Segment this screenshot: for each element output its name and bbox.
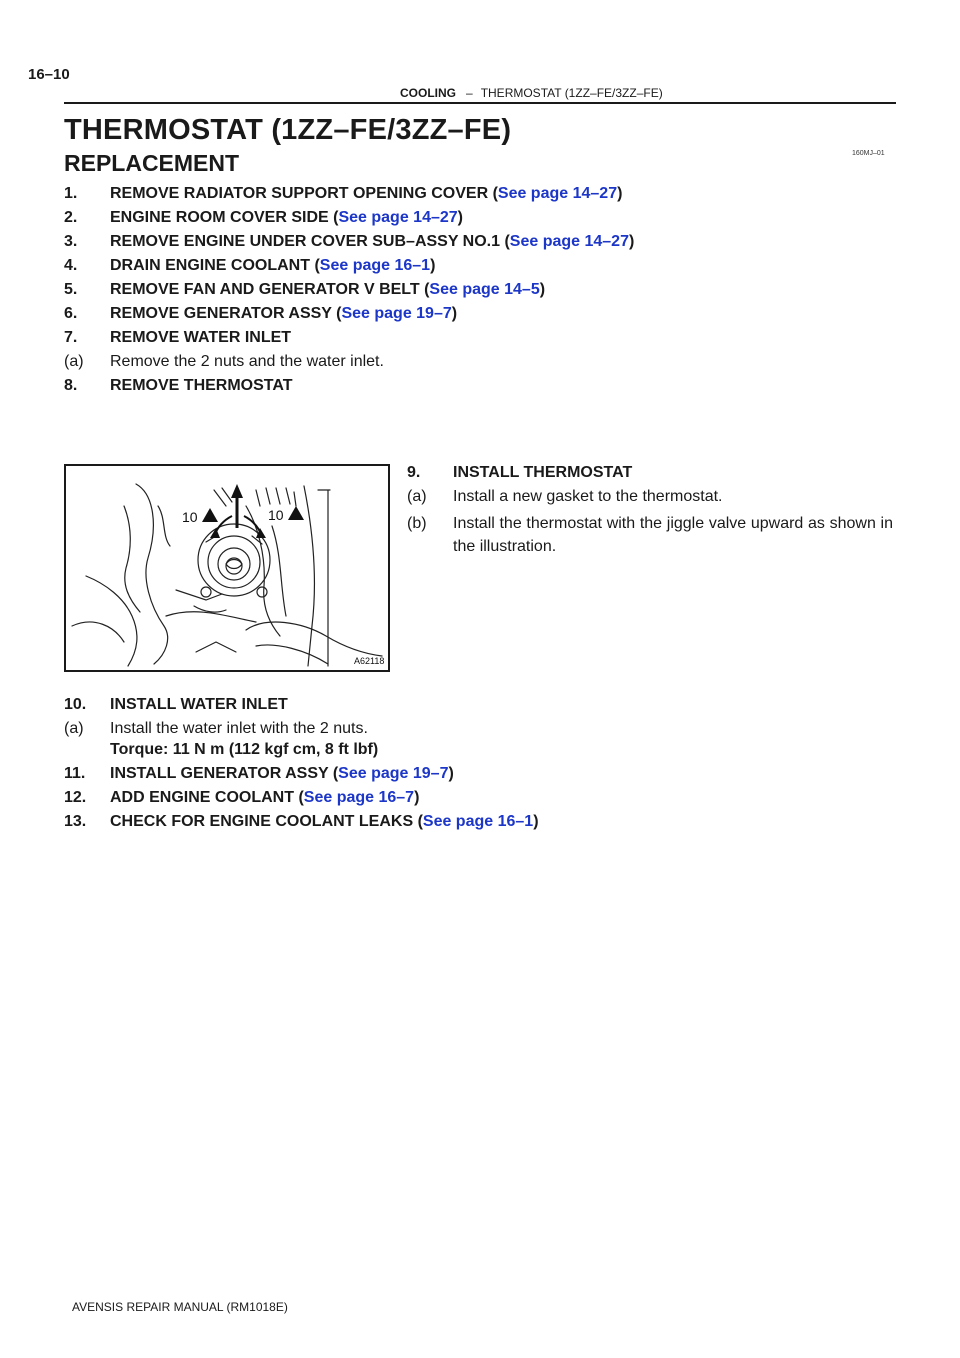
document-code: 160MJ–01 xyxy=(852,150,885,157)
subsection-name: THERMOSTAT (1ZZ–FE/3ZZ–FE) xyxy=(480,86,663,100)
callout-right-triangle-icon xyxy=(288,506,304,520)
link-see-page[interactable]: See page 19–7 xyxy=(338,765,449,782)
step-9a: (a) Install a new gasket to the thermostat. xyxy=(407,488,723,505)
link-see-page[interactable]: See page 16–1 xyxy=(422,813,534,830)
callout-left-label: 10 xyxy=(182,509,198,525)
step-12: 12. ADD ENGINE COOLANT (See page 16–7) xyxy=(64,789,420,806)
page-title: THERMOSTAT (1ZZ–FE/3ZZ–FE) xyxy=(64,114,512,146)
thermostat-illustration xyxy=(64,464,390,672)
step-9: 9. INSTALL THERMOSTAT xyxy=(407,464,633,481)
callout-left-triangle-icon xyxy=(202,508,218,522)
step-5: 5. REMOVE FAN AND GENERATOR V BELT (See page 14–5) xyxy=(64,281,546,298)
figure-id: A62118 xyxy=(354,656,385,666)
step-11: 11. INSTALL GENERATOR ASSY (See page 19–7) xyxy=(64,765,454,782)
step-7: 7. REMOVE WATER INLET xyxy=(64,329,292,346)
section-heading: REPLACEMENT xyxy=(64,150,240,176)
link-see-page[interactable]: See page 19–7 xyxy=(341,305,452,322)
step-1: 1. REMOVE RADIATOR SUPPORT OPENING COVER (See page 14–27) xyxy=(64,185,623,202)
manual-footer: AVENSIS REPAIR MANUAL (RM1018E) xyxy=(72,1300,288,1314)
step-7a: (a) Remove the 2 nuts and the water inlet. xyxy=(64,353,384,370)
page-number: 16–10 xyxy=(28,66,70,83)
step-10a: (a) Install the water inlet with the 2 nuts. xyxy=(64,720,368,737)
header-separator: – xyxy=(466,86,473,100)
link-see-page[interactable]: See page 14–27 xyxy=(509,233,629,250)
callout-right-label: 10 xyxy=(268,507,284,523)
link-see-page[interactable]: See page 14–5 xyxy=(429,281,540,298)
link-see-page[interactable]: See page 16–7 xyxy=(303,789,415,806)
torque-spec: Torque: 11 N m (112 kgf cm, 8 ft lbf) xyxy=(110,741,379,758)
step-10: 10. INSTALL WATER INLET xyxy=(64,696,288,713)
step-8: 8. REMOVE THERMOSTAT xyxy=(64,377,293,394)
link-see-page[interactable]: See page 14–27 xyxy=(497,185,618,202)
section-name: COOLING xyxy=(400,86,456,100)
illustration-drawing xyxy=(66,466,388,670)
link-see-page[interactable]: See page 16–1 xyxy=(319,257,431,274)
step-4: 4. DRAIN ENGINE COOLANT (See page 16–1) xyxy=(64,257,436,274)
step-2: 2. ENGINE ROOM COVER SIDE (See page 14–27) xyxy=(64,209,463,226)
step-3: 3. REMOVE ENGINE UNDER COVER SUB–ASSY NO.1 (See page 14–27) xyxy=(64,233,635,250)
header-rule xyxy=(64,102,896,104)
step-6: 6. REMOVE GENERATOR ASSY (See page 19–7) xyxy=(64,305,458,322)
link-see-page[interactable]: See page 14–27 xyxy=(338,209,458,226)
step-9b: (b) Install the thermostat with the jiggle valve upward as shown in the illustration. xyxy=(407,515,893,555)
step-13: 13. CHECK FOR ENGINE COOLANT LEAKS (See page 16–1) xyxy=(64,813,539,830)
running-header xyxy=(400,86,663,100)
